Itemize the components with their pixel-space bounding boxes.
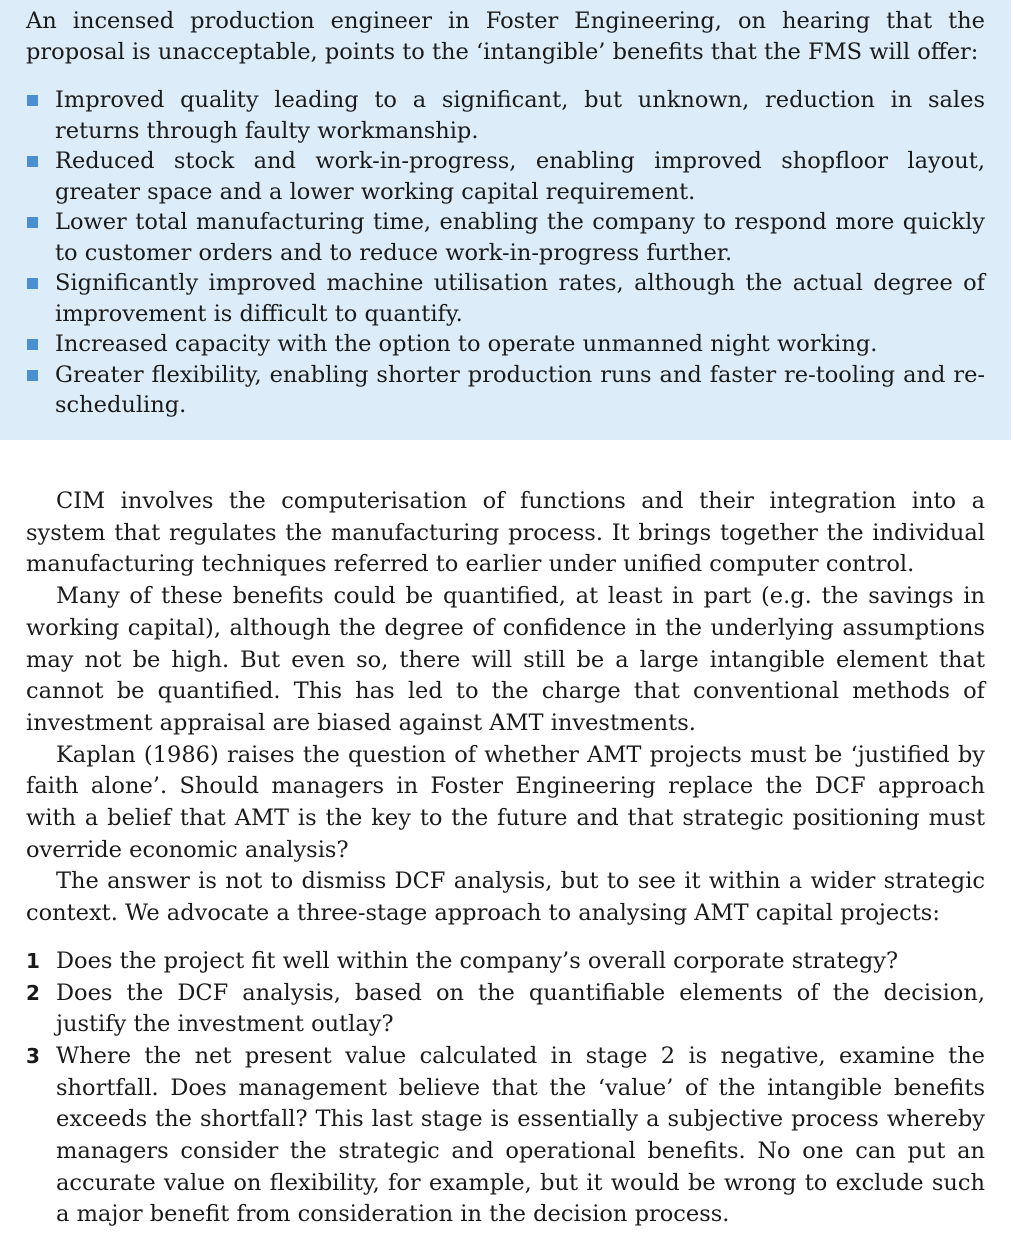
benefit-item [26, 207, 985, 268]
square-bullet-icon [27, 370, 38, 381]
benefit-item [26, 85, 985, 146]
paragraph: The answer is not to dismiss DCF analysis, but to see it within a wider strategic context. We advocate a three-stage approach to analysing AMT capital projects: [26, 868, 985, 927]
stage-text: Where the net present value calculated in stage 2 is negative, examine the shortfall. Does management believe that the ‘value’ of the intangible benefits exceeds the shortfall? This last stage is essentially a subjective process whereby managers consider the strategic and operational benefits. No one can put an accurate value on flexibility, for example, but it would be wrong to exclude such a major benefit from consideration in the decision process. [56, 1042, 985, 1228]
stage-item [26, 946, 985, 978]
benefit-item [26, 146, 985, 207]
benefit-item [26, 268, 985, 329]
stage-number: 2 [26, 980, 40, 1005]
stage-text: Does the DCF analysis, based on the quantifiable elements of the decision, justify the investment outlay? [56, 979, 985, 1038]
benefit-text: Greater flexibility, enabling shorter production runs and faster re-tooling and re-scheduling. [55, 361, 985, 418]
stage-item [26, 978, 985, 1041]
paragraph: Kaplan (1986) raises the question of whether AMT projects must be ‘justified by faith alone’. Should managers in Foster Engineering replace the DCF approach with a belief that AMT is the key to the future and that strategic positioning must override economic analysis? [26, 741, 985, 863]
case-study-box [0, 0, 1011, 440]
benefit-item [26, 360, 985, 421]
three-stage-approach-list [26, 946, 985, 1231]
benefit-item [26, 329, 985, 360]
paragraph: CIM involves the computerisation of functions and their integration into a system that regulates the manufacturing process. It brings together the individual manufacturing techniques referred to earlier under unified computer control. [26, 488, 985, 578]
benefit-text: Reduced stock and work-in-progress, enabling improved shopfloor layout, greater space and a lower working capital requirement. [55, 148, 985, 205]
square-bullet-icon [27, 156, 38, 167]
benefit-text: Lower total manufacturing time, enabling the company to respond more quickly to customer orders and to reduce work-in-progress further. [55, 209, 985, 266]
square-bullet-icon [27, 217, 38, 228]
benefit-text: Increased capacity with the option to operate unmanned night working. [55, 331, 878, 357]
stage-number: 3 [26, 1043, 40, 1068]
square-bullet-icon [27, 278, 38, 289]
stage-number: 1 [26, 948, 40, 973]
stage-text: Does the project fit well within the company’s overall corporate strategy? [56, 947, 899, 974]
benefits-list [26, 85, 985, 421]
body-text [26, 486, 985, 1231]
square-bullet-icon [27, 339, 38, 350]
benefit-text: Improved quality leading to a significant, but unknown, reduction in sales returns through faulty workmanship. [55, 87, 985, 144]
stage-item [26, 1041, 985, 1231]
paragraph: Many of these benefits could be quantified, at least in part (e.g. the savings in working capital), although the degree of confidence in the underlying assumptions may not be high. But even so, there will still be a large intangible element that cannot be quantified. This has led to the charge that conventional methods of investment appraisal are biased against AMT investments. [26, 583, 985, 736]
square-bullet-icon [27, 95, 38, 106]
benefit-text: Significantly improved machine utilisation rates, although the actual degree of improvement is difficult to quantify. [55, 270, 985, 327]
case-study-intro: An incensed production engineer in Foster Engineering, on hearing that the proposal is unacceptable, points to the ‘intangible’ benefits that the FMS will offer: [26, 8, 985, 65]
